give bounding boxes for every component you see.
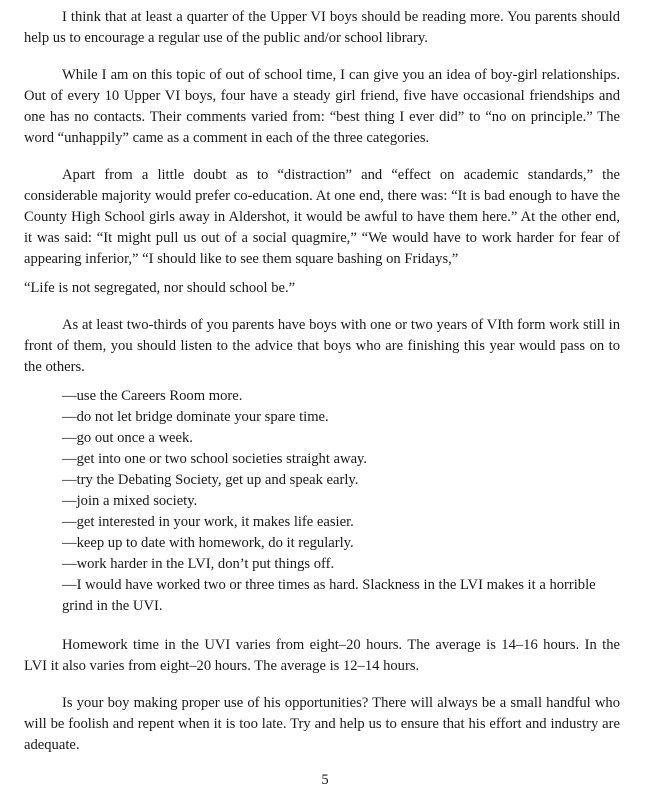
quote-life-not-segregated: “Life is not segregated, nor should school be.”	[24, 280, 296, 296]
advice-last-line-1: —I would have worked two or three times as hard. Slackness in the LVI	[62, 577, 483, 593]
advice-item: —try the Debating Society, get up and speak early.	[62, 472, 359, 488]
advice-item-last	[62, 575, 620, 617]
advice-item: —get interested in your work, it makes life easier.	[62, 514, 354, 530]
advice-item: —use the Careers Room more.	[62, 388, 243, 404]
page-number: 5	[321, 772, 329, 788]
paragraph-relationships: While I am on this topic of out of school time, I can give you an idea of boy-girl relationships. Out of every 10 Upper VI boys, four have a steady girl friend, five have occasional friendships and one has no contacts. Their comments varied from: “best thing I ever did” to “no on principle.” The word “unhappily” came as a comment in each of the three categories.	[24, 67, 620, 146]
advice-item: —go out once a week.	[62, 430, 193, 446]
advice-item: —keep up to date with homework, do it regularly.	[62, 535, 354, 551]
advice-item: —join a mixed society.	[62, 493, 198, 509]
advice-list	[24, 386, 620, 617]
paragraph-opportunities: Is your boy making proper use of his opportunities? There will always be a small handful who will be foolish and repent when it is too late. Try and help us to ensure that his effort and industry are adequate.	[24, 695, 620, 753]
advice-item: —get into one or two school societies straight away.	[62, 451, 368, 467]
advice-item: —work harder in the LVI, don’t put things off.	[62, 556, 335, 572]
advice-last-line-2: makes it a horrible grind in the UVI.	[62, 577, 596, 614]
paragraph-homework: Homework time in the UVI varies from eight–20 hours. The average is 14–16 hours. In the LVI it also varies from eight–20 hours. The average is 12–14 hours.	[24, 637, 620, 674]
paragraph-co-education: Apart from a little doubt as to “distraction” and “effect on academic standards,” the considerable majority would prefer co-education. At one end, there was: “It is bad enough to have the County High School girls away in Aldershot, it would be awful to have them here.” At the other end, it was said: “It might pull us out of a social quagmire,” “We would have to work harder for fear of appearing inferior,” “I should like to see them square bashing on Fridays,”	[24, 167, 620, 267]
paragraph-reading: I think that at least a quarter of the Upper VI boys should be reading more. You parents should help us to encourage a regular use of the public and/or school library.	[24, 9, 620, 46]
advice-item: —do not let bridge dominate your spare time.	[62, 409, 329, 425]
paragraph-advice-intro: As at least two-thirds of you parents have boys with one or two years of VIth form work still in front of them, you should listen to the advice that boys who are finishing this year would pass on to the others.	[24, 317, 620, 375]
